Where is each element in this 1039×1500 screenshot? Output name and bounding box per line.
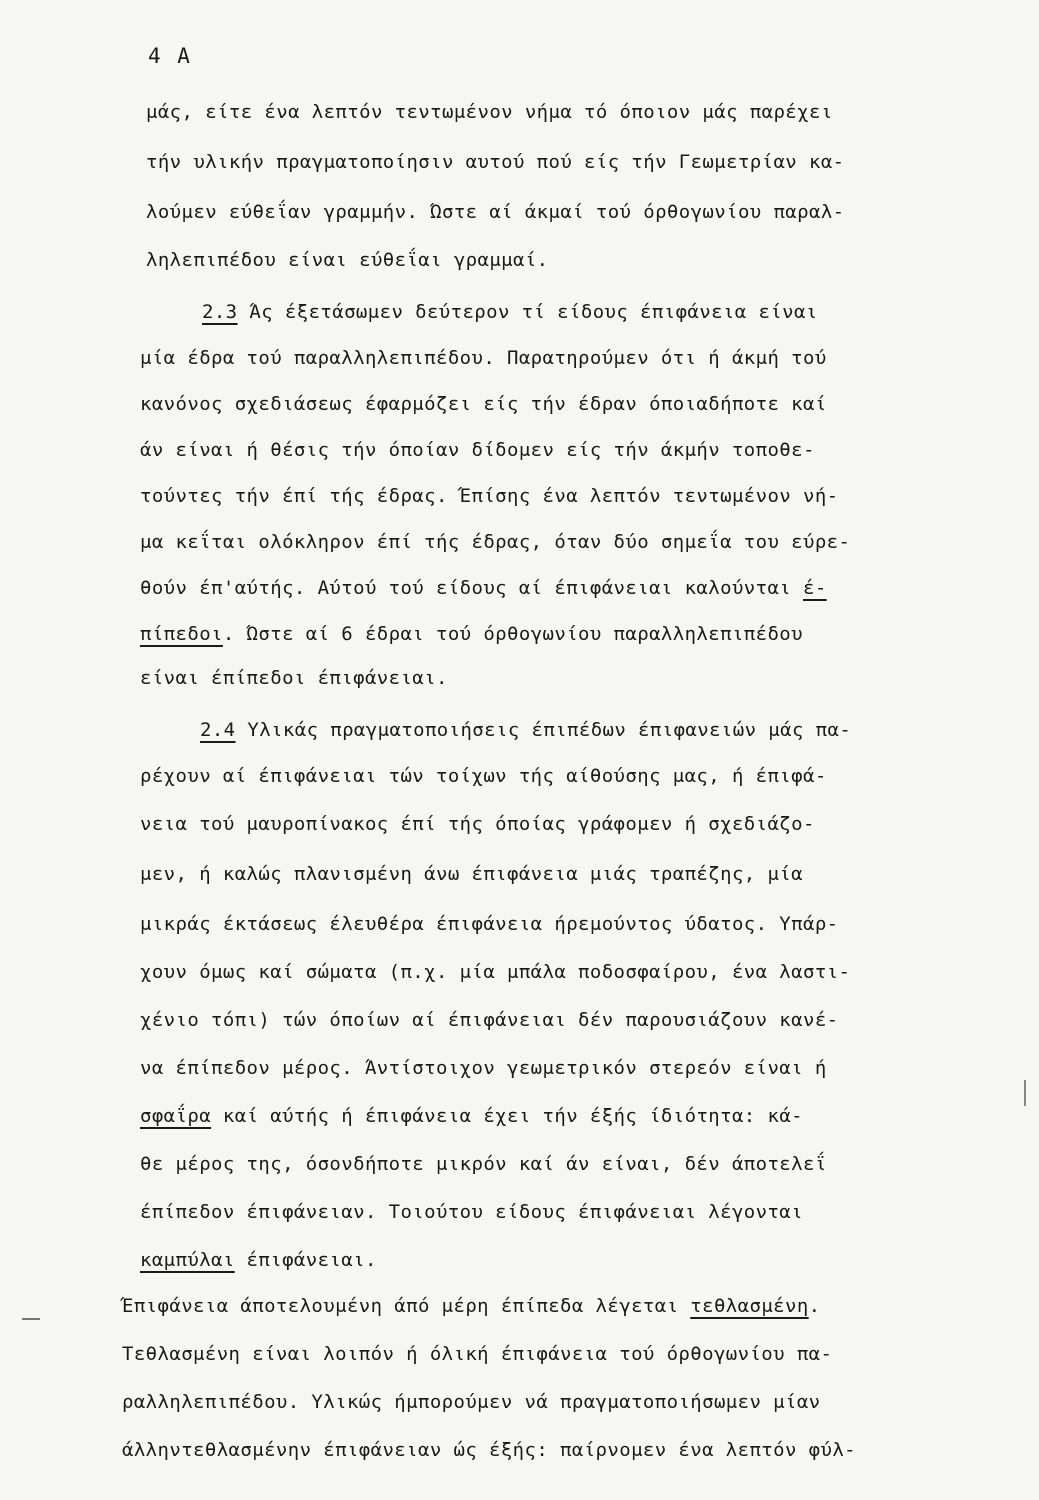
line-text: θε μέρος της, όσονδήποτε μικρόν καί άν είναι, δέν άποτελεΐ — [140, 1153, 827, 1175]
text-line — [140, 664, 448, 692]
line-text: τούντες τήν έπί τής έδρας. Έπίσης ένα λεπτόν τεντωμένον νή- — [140, 485, 839, 507]
text-line — [140, 528, 850, 556]
page-edge-mark — [1024, 1080, 1026, 1106]
text-line — [140, 910, 839, 938]
line-text: ραλληλεπιπέδου. Υλικώς ήμπορούμεν νά πραγματοποιήσωμεν μίαν — [122, 1391, 821, 1413]
line-text: μικράς έκτάσεως έλευθέρα έπιφάνεια ήρεμούντος ύδατος. Υπάρ- — [140, 913, 839, 935]
text-line — [146, 246, 549, 274]
text-line — [140, 860, 803, 888]
text-line — [146, 198, 845, 226]
text-line — [140, 1198, 803, 1226]
line-text: είναι έπίπεδοι έπιφάνειαι. — [140, 667, 448, 689]
line-text: τήν υλικήν πραγματοποίησιν αυτού πού είς τήν Γεωμετρίαν κα- — [146, 151, 845, 173]
text-line — [140, 1006, 839, 1034]
page-number: 4 A — [148, 44, 192, 68]
text-line — [140, 620, 803, 648]
underlined-term: έ- — [802, 577, 827, 599]
line-text: ρέχουν αί έπιφάνειαι τών τοίχων τής αίθούσης μας, ή έπιφά- — [140, 765, 827, 787]
text-line — [140, 390, 827, 418]
text-line — [140, 1102, 803, 1130]
line-text: άλληντεθλασμένην έπιφάνειαν ώς έξής: παίρνομεν ένα λεπτόν φύλ- — [122, 1439, 857, 1461]
line-text: λούμεν εύθεΐαν γραμμήν. Ώστε αί άκμαί τού όρθογωνίου παραλ- — [146, 201, 845, 223]
text-line — [140, 810, 815, 838]
text-line — [146, 148, 845, 176]
underlined-term: καμπύλαι — [140, 1249, 235, 1271]
line-text: Τεθλασμένη είναι λοιπόν ή όλική έπιφάνεια τού όρθογωνίου πα- — [122, 1343, 833, 1365]
line-text: άν είναι ή θέσις τήν όποίαν δίδομεν είς τήν άκμήν τοποθε- — [140, 439, 815, 461]
line-text: ληλεπιπέδου είναι εύθεΐαι γραμμαί. — [146, 249, 549, 271]
text-line — [140, 482, 839, 510]
underlined-term: σφαΐρα — [140, 1105, 212, 1127]
line-text: μάς, είτε ένα λεπτόν τεντωμένον νήμα τό όποιον μάς παρέχει — [146, 101, 833, 123]
line-text: χένιο τόπι) τών όποίων αί έπιφάνειαι δέν παρουσιάζουν κανέ- — [140, 1009, 839, 1031]
line-text: θούν έπ'αύτής. Αύτού τού είδους αί έπιφάνειαι καλούνται — [140, 577, 803, 599]
line-text: έπίπεδον έπιφάνειαν. Τοιούτου είδους έπιφάνειαι λέγονται — [140, 1201, 803, 1223]
line-text: . — [808, 1295, 821, 1317]
text-line — [122, 1340, 832, 1368]
text-line — [122, 1292, 821, 1320]
text-line — [140, 344, 827, 372]
line-text: νεια τού μαυροπίνακος έπί τής όποίας γράφομεν ή σχεδιάζο- — [140, 813, 815, 835]
line-text: Άς έξετάσωμεν δεύτερον τί είδους έπιφάνεια είναι — [237, 301, 818, 323]
line-text: μα κεΐται ολόκληρον έπί τής έδρας, όταν δύο σημεΐα του εύρε- — [140, 531, 851, 553]
text-line — [140, 436, 815, 464]
line-text: Έπιφάνεια άποτελουμένη άπό μέρη έπίπεδα λέγεται — [122, 1295, 691, 1317]
line-text: μεν, ή καλώς πλανισμένη άνω έπιφάνεια μιάς τραπέζης, μία — [140, 863, 803, 885]
text-line — [140, 1150, 827, 1178]
text-line — [140, 1054, 827, 1082]
text-line — [140, 762, 827, 790]
text-line — [140, 958, 850, 986]
text-line — [140, 1246, 377, 1274]
line-text: . Ώστε αί 6 έδραι τού όρθογωνίου παραλληλεπιπέδου — [222, 623, 803, 645]
margin-mark — [22, 1318, 40, 1320]
line-text: καί αύτής ή έπιφάνεια έχει τήν έξής ίδιότητα: κά- — [211, 1105, 803, 1127]
text-line — [146, 98, 833, 126]
section-number: 2.3 — [202, 301, 238, 323]
text-line — [122, 1436, 856, 1464]
text-line — [200, 716, 851, 744]
line-text: έπιφάνειαι. — [234, 1249, 377, 1271]
underlined-term: τεθλασμένη — [690, 1295, 809, 1317]
line-text: μία έδρα τού παραλληλεπιπέδου. Παρατηρούμεν ότι ή άκμή τού — [140, 347, 827, 369]
text-line — [122, 1388, 821, 1416]
section-number: 2.4 — [200, 719, 236, 741]
underlined-term: πίπεδοι — [140, 623, 223, 645]
line-text: Υλικάς πραγματοποιήσεις έπιπέδων έπιφανειών μάς πα- — [235, 719, 852, 741]
line-text: χουν όμως καί σώματα (π.χ. μία μπάλα ποδοσφαίρου, ένα λαστι- — [140, 961, 851, 983]
line-text: να έπίπεδον μέρος. Άντίστοιχον γεωμετρικόν στερεόν είναι ή — [140, 1057, 827, 1079]
text-line — [140, 574, 827, 602]
text-line — [202, 298, 818, 326]
line-text: κανόνος σχεδιάσεως έφαρμόζει είς τήν έδραν όποιαδήποτε καί — [140, 393, 827, 415]
